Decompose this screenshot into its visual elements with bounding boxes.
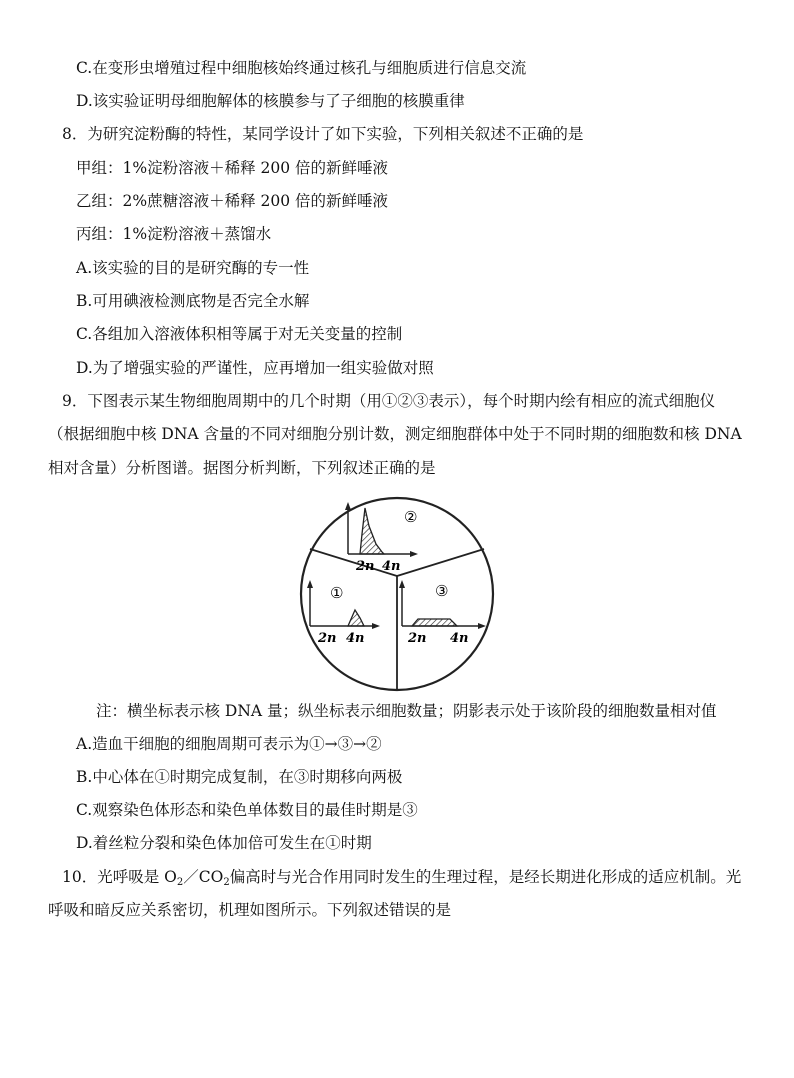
option-8d: D.为了增强实验的严谨性，应再增加一组实验做对照 bbox=[76, 359, 434, 377]
tick-4n-left: 4n bbox=[346, 631, 365, 646]
option-7d: D.该实验证明母细胞解体的核膜参与了子细胞的核膜重律 bbox=[76, 92, 465, 110]
cell-cycle-diagram bbox=[290, 494, 504, 694]
option-9d: D.着丝粒分裂和染色体加倍可发生在①时期 bbox=[76, 834, 372, 852]
tick-2n-left: 2n bbox=[318, 631, 337, 646]
cell-cycle-figure bbox=[290, 494, 504, 694]
option-9b: B.中心体在①时期完成复制，在③时期移向两极 bbox=[76, 768, 403, 786]
peak-4n bbox=[348, 610, 364, 626]
phase-1-label: ① bbox=[330, 584, 344, 602]
question-8-stem: 8．为研究淀粉酶的特性，某同学设计了如下实验，下列相关叙述不正确的是 bbox=[62, 125, 584, 143]
option-7c: C.在变形虫增殖过程中细胞核始终通过核孔与细胞质进行信息交流 bbox=[76, 59, 527, 77]
option-9a: A.造血干细胞的细胞周期可表示为①→③→② bbox=[76, 735, 382, 753]
histogram-phase-1 bbox=[307, 580, 380, 646]
option-8a: A.该实验的目的是研究酶的专一性 bbox=[76, 259, 310, 277]
histogram-phase-2 bbox=[345, 502, 418, 574]
question-9-stem-line2: （根据细胞中核 DNA 含量的不同对细胞分别计数，测定细胞群体中处于不同时期的细胞数和核 DNA bbox=[48, 425, 742, 443]
tick-2n-top: 2n bbox=[356, 559, 375, 574]
question-9-stem-line3: 相对含量）分析图谱。据图分析判断，下列叙述正确的是 bbox=[48, 459, 436, 477]
group-yi: 乙组：2%蔗糖溶液＋稀释 200 倍的新鲜唾液 bbox=[76, 192, 389, 210]
option-8b: B.可用碘液检测底物是否完全水解 bbox=[76, 292, 310, 310]
option-8c: C.各组加入溶液体积相等属于对无关变量的控制 bbox=[76, 325, 403, 343]
tick-4n-right: 4n bbox=[450, 631, 469, 646]
phase-2-label: ② bbox=[404, 508, 418, 526]
peak-2n bbox=[360, 508, 384, 554]
tick-2n-right: 2n bbox=[408, 631, 427, 646]
question-9-stem-line1: 9．下图表示某生物细胞周期中的几个时期（用①②③表示），每个时期内绘有相应的流式细胞仪 bbox=[62, 392, 716, 410]
group-bing: 丙组：1%淀粉溶液＋蒸馏水 bbox=[76, 225, 272, 243]
tick-4n-top: 4n bbox=[382, 559, 401, 574]
figure-note: 注：横坐标表示核 DNA 量；纵坐标表示细胞数量；阴影表示处于该阶段的细胞数量相对值 bbox=[96, 702, 717, 720]
option-9c: C.观察染色体形态和染色单体数目的最佳时期是③ bbox=[76, 801, 418, 819]
question-10-stem-line2: 呼吸和暗反应关系密切，机理如图所示。下列叙述错误的是 bbox=[48, 901, 452, 919]
group-jia: 甲组：1%淀粉溶液＋稀释 200 倍的新鲜唾液 bbox=[76, 159, 389, 177]
phase-3-label: ③ bbox=[435, 582, 449, 600]
histogram-phase-3 bbox=[399, 580, 486, 646]
plateau-s-phase bbox=[412, 619, 457, 626]
question-10-stem-line1: 10．光呼吸是 $O_2/CO_2$偏高时与光合作用同时发生的生理过程，是经长期进化形成的适应机制。光 bbox=[62, 868, 742, 888]
